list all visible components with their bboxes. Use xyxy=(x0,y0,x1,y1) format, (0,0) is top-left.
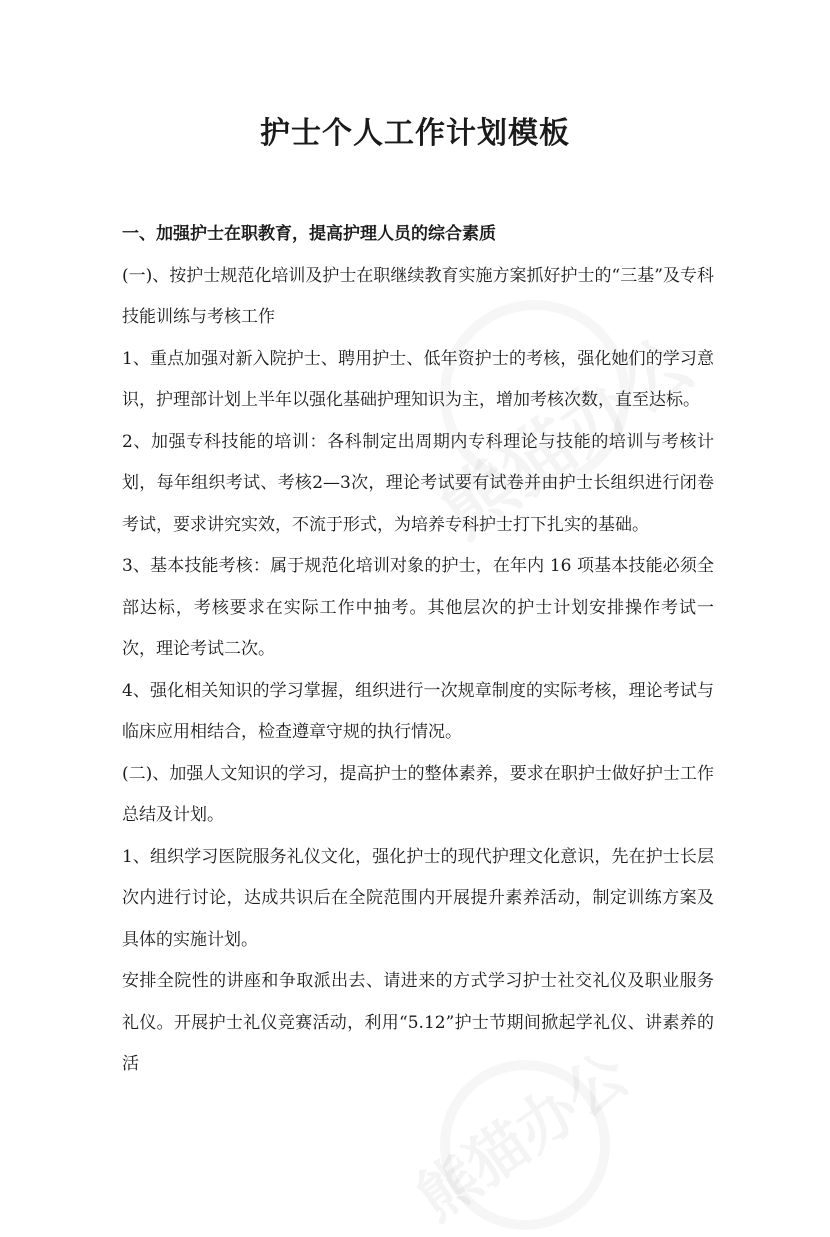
subsection-paragraph: (二)、加强人文知识的学习，提高护士的整体素养，要求在职护士做好护士工作总结及计划。 xyxy=(122,763,714,825)
body-paragraph: 1、重点加强对新入院护士、聘用护士、低年资护士的考核，强化她们的学习意识，护理部计划上半年以强化基础护理知识为主，增加考核次数，直至达标。 xyxy=(122,348,714,410)
body-paragraph: 3、基本技能考核：属于规范化培训对象的护士，在年内 16 项基本技能必须全部达标，考核要求在实际工作中抽考。其他层次的护士计划安排操作考试一次，理论考试二次。 xyxy=(122,556,714,659)
body-paragraph: 4、强化相关知识的学习掌握，组织进行一次规章制度的实际考核，理论考试与临床应用相结合，检查遵章守规的执行情况。 xyxy=(122,680,714,742)
body-paragraph: 安排全院性的讲座和争取派出去、请进来的方式学习护士社交礼仪及职业服务礼仪。开展护士礼仪竞赛活动，利用“5.12”护士节期间掀起学礼仪、讲素养的活 xyxy=(122,971,714,1074)
watermark-ring xyxy=(440,1060,610,1230)
document-title: 护士个人工作计划模板 xyxy=(260,116,570,151)
body-paragraph: 1、组织学习医院服务礼仪文化，强化护士的现代护理文化意识，先在护士长层次内进行讨论，达成共识后在全院范围内开展提升素养活动，制定训练方案及具体的实施计划。 xyxy=(122,846,714,950)
document-body xyxy=(122,214,714,1086)
section-heading: 一、加强护士在职教育，提高护理人员的综合素质 xyxy=(122,224,496,244)
subsection-paragraph: (一)、按护士规范化培训及护士在职继续教育实施方案抓好护士的“三基”及专科技能训练与考核工作 xyxy=(122,265,714,327)
body-paragraph: 2、加强专科技能的培训：各科制定出周期内专科理论与技能的培训与考核计划，每年组织考试、考核2—3次，理论考试要有试卷并由护士长组织进行闭卷考试，要求讲究实效，不流于形式，为培养专科护士打下扎实的基础。 xyxy=(122,431,714,535)
